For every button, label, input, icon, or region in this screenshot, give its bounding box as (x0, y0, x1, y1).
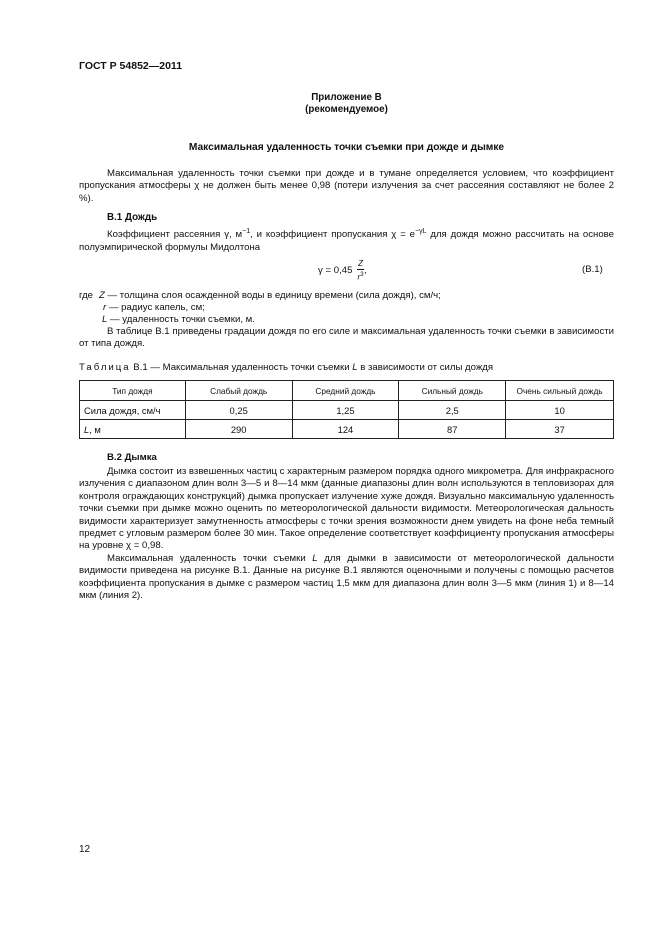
table-row-label-unit: , м (89, 423, 101, 435)
appendix-title: Приложение В (311, 92, 382, 103)
table-row (80, 401, 614, 420)
definition-symbol: r (103, 302, 107, 313)
formula-lhs: γ = 0,45 (318, 265, 353, 276)
table-caption-symbol: L (352, 362, 358, 373)
formula-denominator (357, 270, 364, 283)
formula-comma: , (363, 265, 367, 276)
section-b2-heading: В.2 Дымка (107, 452, 157, 463)
b1-paragraph-post: для дождя можно рассчитать на основе полуэмпирической формулы Мидолтона (79, 229, 614, 253)
formula-denominator-base: r (357, 272, 361, 282)
definition-row (99, 290, 441, 302)
b2-paragraph-2-post: для дымки в зависимости от метеорологической дальности видимости приведена на рисунке В.1. Данные на рисунке В.1 являются оценочными и получены с помощью расчетов коэффициента пропускания в дымке с размером частиц 1,5 мкм для диапазона длин волн 3—5 мкм (линия 1) и 8—14 мкм (линия 2). (79, 553, 614, 602)
intro-paragraph: Максимальная удаленность точки съемки при дожде и в тумане определяется условием, что коэффициент пропускания атмосферы χ не должен быть менее 0,98 (потери излучения за счет рассеяния составляют не более 2 %). (79, 168, 614, 204)
formula-b1 (318, 259, 367, 285)
definition-row (102, 314, 255, 326)
b1-paragraph-pre: Коэффициент рассеяния γ, м (107, 229, 243, 241)
appendix-subtitle: (рекомендуемое) (305, 104, 388, 115)
definition-row (103, 302, 205, 314)
table-caption (79, 362, 493, 373)
definition-text: — толщина слоя осажденной воды в единицу времени (сила дождя), см/ч; (107, 290, 441, 301)
table-cell: 290 (185, 420, 292, 439)
b2-paragraph-2 (79, 553, 614, 603)
table-header-cell: Средний дождь (292, 381, 399, 401)
table-caption-pre: В.1 — Максимальная удаленность точки съемки (130, 362, 353, 373)
table-row-label: Сила дождя, см/ч (80, 401, 186, 420)
table-cell: 10 (506, 401, 614, 420)
table-row-label-symbol: L (84, 423, 90, 435)
table-cell: 87 (399, 420, 506, 439)
section-b1-heading: В.1 Дождь (107, 212, 158, 223)
table-cell: 124 (292, 420, 399, 439)
unit-exponent: −1 (242, 228, 251, 235)
table-cell: 0,25 (185, 401, 292, 420)
table-header-cell: Слабый дождь (185, 381, 292, 401)
section-title: Максимальная удаленность точки съемки при дожде и дымке (188, 142, 505, 153)
table-cell: 2,5 (399, 401, 506, 420)
rain-table (79, 380, 614, 439)
b2-paragraph-2-symbol: L (312, 553, 318, 564)
definition-text: — радиус капель, см; (108, 302, 205, 313)
table-header-cell: Очень сильный дождь (506, 381, 614, 401)
formula-numerator: Z (358, 259, 363, 268)
b2-paragraph-1: Дымка состоит из взвешенных частиц с характерным размером порядка одного микрометра. Для инфракрасного излучения с диапазоном длин волн 3—5 и 8—14 мкм (данные диапазоны длин волн используются в тепловизорах для контроля ограждающих конструкций) дымка пропускает излучение хуже дождя. Визуально максимальную удаленность точки съемки при дымке можно оценить по метеорологической дальности видимости. Метеорологическая дальность видимости характеризует замутненность атмосферы с точки зрения возможности днем увидеть на фоне неба темный предмет с угловым размером более 30 мин. Такое определение соответствует коэффициенту пропускания атмосферы на уровне χ = 0,98. (79, 466, 614, 552)
b2-paragraph-2-pre: Максимальная удаленность точки съемки (107, 553, 313, 564)
table-header-row (80, 381, 614, 401)
formula-fraction (357, 259, 364, 283)
where-word: где (79, 290, 94, 301)
formula-number: (В.1) (582, 264, 603, 275)
document-id: ГОСТ Р 54852—2011 (79, 60, 183, 72)
table-cell: 37 (506, 420, 614, 439)
table-row-label (80, 420, 186, 439)
b1-paragraph (79, 226, 614, 254)
transmission-exponent: −γL (415, 228, 427, 235)
table-row (80, 420, 614, 439)
formula-denominator-exp: 3 (360, 272, 364, 278)
table-caption-label: Таблица (79, 362, 131, 373)
definition-text: — удаленность точки съемки, м. (110, 314, 255, 325)
definition-symbol: L (102, 314, 108, 325)
table-header-cell: Тип дождя (80, 381, 186, 401)
table-reference-paragraph: В таблице В.1 приведены градации дождя по его силе и максимальная удаленность точки съемки в зависимости от типа дождя. (79, 326, 614, 350)
table-cell: 1,25 (292, 401, 399, 420)
table-header-cell: Сильный дождь (399, 381, 506, 401)
table-caption-post: в зависимости от силы дождя (357, 362, 494, 373)
page-number: 12 (79, 844, 91, 855)
definition-symbol: Z (99, 290, 105, 301)
b1-paragraph-mid: , и коэффициент пропускания χ = e (250, 229, 415, 241)
